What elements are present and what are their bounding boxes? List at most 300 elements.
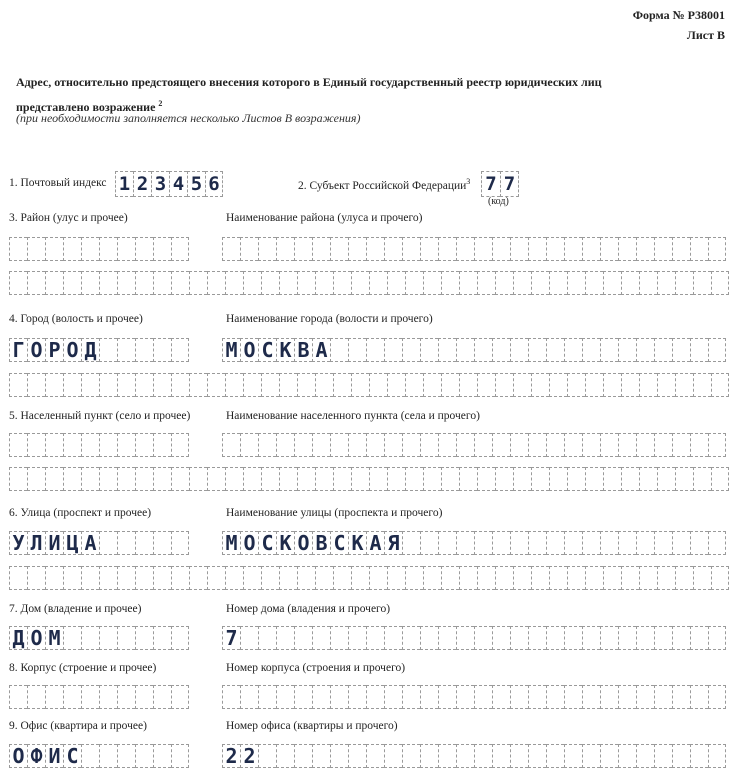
char-cell[interactable] [438,433,456,457]
char-cell[interactable] [153,338,171,362]
char-cell[interactable] [153,744,171,768]
char-cell[interactable] [384,626,402,650]
char-cell[interactable] [477,271,495,295]
char-cell[interactable] [438,338,456,362]
char-cell[interactable] [153,685,171,709]
char-cell[interactable] [135,566,153,590]
postal-index-input[interactable] [115,171,223,197]
settlement-type-input[interactable] [9,433,189,457]
char-cell[interactable] [528,433,546,457]
char-cell[interactable] [384,744,402,768]
char-cell[interactable] [513,467,531,491]
char-cell[interactable] [348,744,366,768]
char-cell[interactable] [618,433,636,457]
char-cell[interactable] [258,744,276,768]
char-cell[interactable] [135,626,153,650]
char-cell[interactable] [297,373,315,397]
char-cell[interactable] [708,433,726,457]
char-cell[interactable] [456,626,474,650]
char-cell[interactable] [672,531,690,555]
char-cell[interactable] [330,237,348,261]
char-cell[interactable] [657,271,675,295]
char-cell[interactable] [171,433,189,457]
char-cell[interactable] [351,373,369,397]
char-cell[interactable] [240,433,258,457]
char-cell[interactable] [711,467,729,491]
char-cell[interactable] [675,271,693,295]
char-cell[interactable] [636,531,654,555]
char-cell[interactable] [99,338,117,362]
char-cell[interactable] [153,237,171,261]
char-cell[interactable] [315,373,333,397]
char-cell[interactable]: О [27,338,45,362]
char-cell[interactable] [492,744,510,768]
char-cell[interactable] [261,373,279,397]
char-cell[interactable] [207,271,225,295]
char-cell[interactable] [564,237,582,261]
house-type-input[interactable] [9,626,189,650]
char-cell[interactable]: Д [9,626,27,650]
char-cell[interactable] [81,566,99,590]
street-name-continuation-input[interactable] [9,566,729,590]
char-cell[interactable] [312,626,330,650]
char-cell[interactable] [531,566,549,590]
char-cell[interactable] [567,271,585,295]
char-cell[interactable] [9,566,27,590]
char-cell[interactable] [639,373,657,397]
char-cell[interactable] [675,373,693,397]
char-cell[interactable] [99,467,117,491]
char-cell[interactable] [510,531,528,555]
char-cell[interactable] [621,271,639,295]
char-cell[interactable] [621,566,639,590]
char-cell[interactable] [459,373,477,397]
char-cell[interactable] [441,566,459,590]
char-cell[interactable] [99,531,117,555]
char-cell[interactable] [333,566,351,590]
char-cell[interactable] [99,566,117,590]
char-cell[interactable] [135,373,153,397]
char-cell[interactable] [690,433,708,457]
char-cell[interactable] [693,467,711,491]
char-cell[interactable] [387,373,405,397]
char-cell[interactable] [528,685,546,709]
office-name-input[interactable] [222,744,726,768]
char-cell[interactable] [546,433,564,457]
char-cell[interactable] [297,566,315,590]
char-cell[interactable] [312,744,330,768]
house-name-input[interactable] [222,626,726,650]
char-cell[interactable] [45,271,63,295]
char-cell[interactable] [420,685,438,709]
char-cell[interactable] [9,467,27,491]
char-cell[interactable]: О [9,744,27,768]
char-cell[interactable] [510,338,528,362]
char-cell[interactable] [657,467,675,491]
char-cell[interactable] [369,467,387,491]
char-cell[interactable]: С [330,531,348,555]
char-cell[interactable] [330,685,348,709]
char-cell[interactable] [240,626,258,650]
char-cell[interactable] [9,685,27,709]
char-cell[interactable] [420,744,438,768]
char-cell[interactable] [240,237,258,261]
char-cell[interactable] [639,566,657,590]
char-cell[interactable]: О [63,338,81,362]
char-cell[interactable] [528,531,546,555]
char-cell[interactable] [531,467,549,491]
char-cell[interactable] [672,626,690,650]
char-cell[interactable] [708,237,726,261]
char-cell[interactable] [582,626,600,650]
char-cell[interactable] [189,373,207,397]
char-cell[interactable] [153,467,171,491]
char-cell[interactable] [225,373,243,397]
char-cell[interactable] [600,685,618,709]
char-cell[interactable] [672,338,690,362]
char-cell[interactable] [63,373,81,397]
char-cell[interactable] [546,531,564,555]
char-cell[interactable]: О [240,338,258,362]
char-cell[interactable] [564,744,582,768]
char-cell[interactable] [618,531,636,555]
char-cell[interactable] [9,433,27,457]
char-cell[interactable] [675,566,693,590]
char-cell[interactable] [63,237,81,261]
char-cell[interactable] [45,237,63,261]
char-cell[interactable] [711,566,729,590]
char-cell[interactable] [276,744,294,768]
char-cell[interactable] [423,566,441,590]
char-cell[interactable] [708,744,726,768]
char-cell[interactable] [240,685,258,709]
char-cell[interactable] [528,744,546,768]
char-cell[interactable] [654,237,672,261]
char-cell[interactable] [438,626,456,650]
char-cell[interactable] [546,744,564,768]
char-cell[interactable] [207,373,225,397]
char-cell[interactable] [45,566,63,590]
char-cell[interactable] [171,626,189,650]
char-cell[interactable] [279,467,297,491]
char-cell[interactable] [402,338,420,362]
char-cell[interactable] [402,626,420,650]
char-cell[interactable] [441,373,459,397]
char-cell[interactable] [276,433,294,457]
char-cell[interactable]: К [276,338,294,362]
char-cell[interactable]: Р [45,338,63,362]
district-type-input[interactable] [9,237,189,261]
char-cell[interactable] [45,467,63,491]
char-cell[interactable] [153,271,171,295]
char-cell[interactable] [45,685,63,709]
char-cell[interactable] [243,271,261,295]
char-cell[interactable] [420,626,438,650]
char-cell[interactable] [582,237,600,261]
char-cell[interactable] [459,467,477,491]
char-cell[interactable] [690,685,708,709]
char-cell[interactable] [474,531,492,555]
char-cell[interactable] [366,433,384,457]
char-cell[interactable] [348,685,366,709]
char-cell[interactable] [693,271,711,295]
char-cell[interactable] [9,271,27,295]
char-cell[interactable] [27,685,45,709]
char-cell[interactable] [636,237,654,261]
char-cell[interactable] [81,744,99,768]
char-cell[interactable] [153,373,171,397]
street-name-input[interactable] [222,531,726,555]
char-cell[interactable] [564,531,582,555]
char-cell[interactable] [153,626,171,650]
char-cell[interactable] [276,626,294,650]
char-cell[interactable] [117,271,135,295]
char-cell[interactable]: Л [27,531,45,555]
char-cell[interactable] [456,685,474,709]
char-cell[interactable] [312,433,330,457]
char-cell[interactable] [474,237,492,261]
char-cell[interactable] [513,271,531,295]
char-cell[interactable] [654,433,672,457]
char-cell[interactable] [492,685,510,709]
char-cell[interactable]: 1 [115,171,133,197]
subject-code-input[interactable] [481,171,519,197]
char-cell[interactable] [315,271,333,295]
char-cell[interactable] [63,271,81,295]
char-cell[interactable] [675,467,693,491]
char-cell[interactable] [27,467,45,491]
char-cell[interactable] [639,467,657,491]
char-cell[interactable] [600,744,618,768]
city-name-continuation-input[interactable] [9,373,729,397]
char-cell[interactable]: М [222,531,240,555]
char-cell[interactable]: У [9,531,27,555]
char-cell[interactable] [672,685,690,709]
char-cell[interactable] [135,237,153,261]
char-cell[interactable] [366,338,384,362]
char-cell[interactable] [279,373,297,397]
char-cell[interactable] [351,467,369,491]
char-cell[interactable] [117,338,135,362]
char-cell[interactable]: В [312,531,330,555]
char-cell[interactable]: В [294,338,312,362]
char-cell[interactable] [261,271,279,295]
char-cell[interactable] [495,373,513,397]
char-cell[interactable] [333,467,351,491]
char-cell[interactable] [171,467,189,491]
char-cell[interactable] [495,467,513,491]
char-cell[interactable] [312,685,330,709]
char-cell[interactable]: 7 [222,626,240,650]
char-cell[interactable]: М [222,338,240,362]
char-cell[interactable] [81,237,99,261]
char-cell[interactable] [369,271,387,295]
char-cell[interactable] [456,744,474,768]
char-cell[interactable] [477,373,495,397]
settlement-name-input[interactable] [222,433,726,457]
char-cell[interactable] [171,237,189,261]
char-cell[interactable] [636,744,654,768]
char-cell[interactable] [582,744,600,768]
char-cell[interactable] [117,744,135,768]
char-cell[interactable] [402,433,420,457]
char-cell[interactable] [225,467,243,491]
char-cell[interactable] [693,373,711,397]
char-cell[interactable] [243,467,261,491]
char-cell[interactable] [690,744,708,768]
char-cell[interactable] [690,237,708,261]
char-cell[interactable] [330,433,348,457]
char-cell[interactable] [420,531,438,555]
char-cell[interactable] [654,685,672,709]
char-cell[interactable] [567,373,585,397]
char-cell[interactable] [711,271,729,295]
char-cell[interactable] [405,566,423,590]
char-cell[interactable] [420,338,438,362]
building-name-input[interactable] [222,685,726,709]
char-cell[interactable] [330,626,348,650]
char-cell[interactable]: 7 [500,171,519,197]
char-cell[interactable] [315,566,333,590]
char-cell[interactable] [258,685,276,709]
char-cell[interactable] [474,433,492,457]
char-cell[interactable] [135,338,153,362]
char-cell[interactable] [366,237,384,261]
char-cell[interactable] [135,271,153,295]
char-cell[interactable] [585,373,603,397]
char-cell[interactable] [654,338,672,362]
char-cell[interactable] [546,338,564,362]
char-cell[interactable] [348,237,366,261]
char-cell[interactable] [189,271,207,295]
char-cell[interactable] [117,685,135,709]
char-cell[interactable] [513,373,531,397]
char-cell[interactable] [402,531,420,555]
char-cell[interactable] [402,744,420,768]
char-cell[interactable] [531,271,549,295]
char-cell[interactable] [258,237,276,261]
char-cell[interactable] [330,744,348,768]
char-cell[interactable] [258,626,276,650]
char-cell[interactable] [225,566,243,590]
char-cell[interactable]: 2 [240,744,258,768]
char-cell[interactable] [348,433,366,457]
city-name-input[interactable] [222,338,726,362]
char-cell[interactable] [384,685,402,709]
char-cell[interactable] [636,338,654,362]
char-cell[interactable] [117,237,135,261]
char-cell[interactable] [387,271,405,295]
char-cell[interactable] [153,433,171,457]
char-cell[interactable] [405,271,423,295]
char-cell[interactable] [387,566,405,590]
char-cell[interactable] [603,566,621,590]
char-cell[interactable] [315,467,333,491]
char-cell[interactable] [603,373,621,397]
char-cell[interactable] [351,271,369,295]
char-cell[interactable] [402,685,420,709]
char-cell[interactable] [63,626,81,650]
char-cell[interactable] [279,271,297,295]
char-cell[interactable] [585,467,603,491]
char-cell[interactable] [45,373,63,397]
char-cell[interactable] [531,373,549,397]
district-name-input[interactable] [222,237,726,261]
char-cell[interactable] [474,744,492,768]
char-cell[interactable] [27,433,45,457]
char-cell[interactable] [27,373,45,397]
char-cell[interactable] [441,467,459,491]
char-cell[interactable] [384,237,402,261]
char-cell[interactable] [582,433,600,457]
char-cell[interactable] [117,433,135,457]
char-cell[interactable] [312,237,330,261]
char-cell[interactable] [657,373,675,397]
char-cell[interactable] [225,271,243,295]
char-cell[interactable]: Ф [27,744,45,768]
char-cell[interactable] [384,338,402,362]
char-cell[interactable] [600,433,618,457]
char-cell[interactable] [636,626,654,650]
char-cell[interactable] [405,467,423,491]
char-cell[interactable] [366,744,384,768]
char-cell[interactable] [99,685,117,709]
char-cell[interactable] [495,566,513,590]
char-cell[interactable] [618,237,636,261]
char-cell[interactable] [495,271,513,295]
char-cell[interactable] [351,566,369,590]
char-cell[interactable] [564,338,582,362]
char-cell[interactable] [549,467,567,491]
char-cell[interactable] [135,433,153,457]
char-cell[interactable] [510,433,528,457]
char-cell[interactable] [438,531,456,555]
char-cell[interactable] [423,373,441,397]
char-cell[interactable] [456,433,474,457]
char-cell[interactable] [99,433,117,457]
char-cell[interactable] [438,237,456,261]
char-cell[interactable] [528,237,546,261]
char-cell[interactable] [708,626,726,650]
char-cell[interactable] [99,271,117,295]
char-cell[interactable] [189,467,207,491]
char-cell[interactable] [690,626,708,650]
char-cell[interactable] [600,531,618,555]
char-cell[interactable] [402,237,420,261]
char-cell[interactable]: А [366,531,384,555]
char-cell[interactable] [459,271,477,295]
char-cell[interactable]: К [276,531,294,555]
char-cell[interactable]: Ц [63,531,81,555]
char-cell[interactable] [405,373,423,397]
char-cell[interactable] [456,338,474,362]
char-cell[interactable] [582,338,600,362]
char-cell[interactable] [549,373,567,397]
char-cell[interactable] [9,373,27,397]
char-cell[interactable] [546,237,564,261]
char-cell[interactable] [456,237,474,261]
char-cell[interactable] [279,566,297,590]
char-cell[interactable] [27,271,45,295]
char-cell[interactable] [654,744,672,768]
char-cell[interactable] [9,237,27,261]
char-cell[interactable] [474,685,492,709]
char-cell[interactable] [366,685,384,709]
char-cell[interactable] [690,531,708,555]
char-cell[interactable] [333,271,351,295]
char-cell[interactable] [45,433,63,457]
char-cell[interactable] [81,433,99,457]
